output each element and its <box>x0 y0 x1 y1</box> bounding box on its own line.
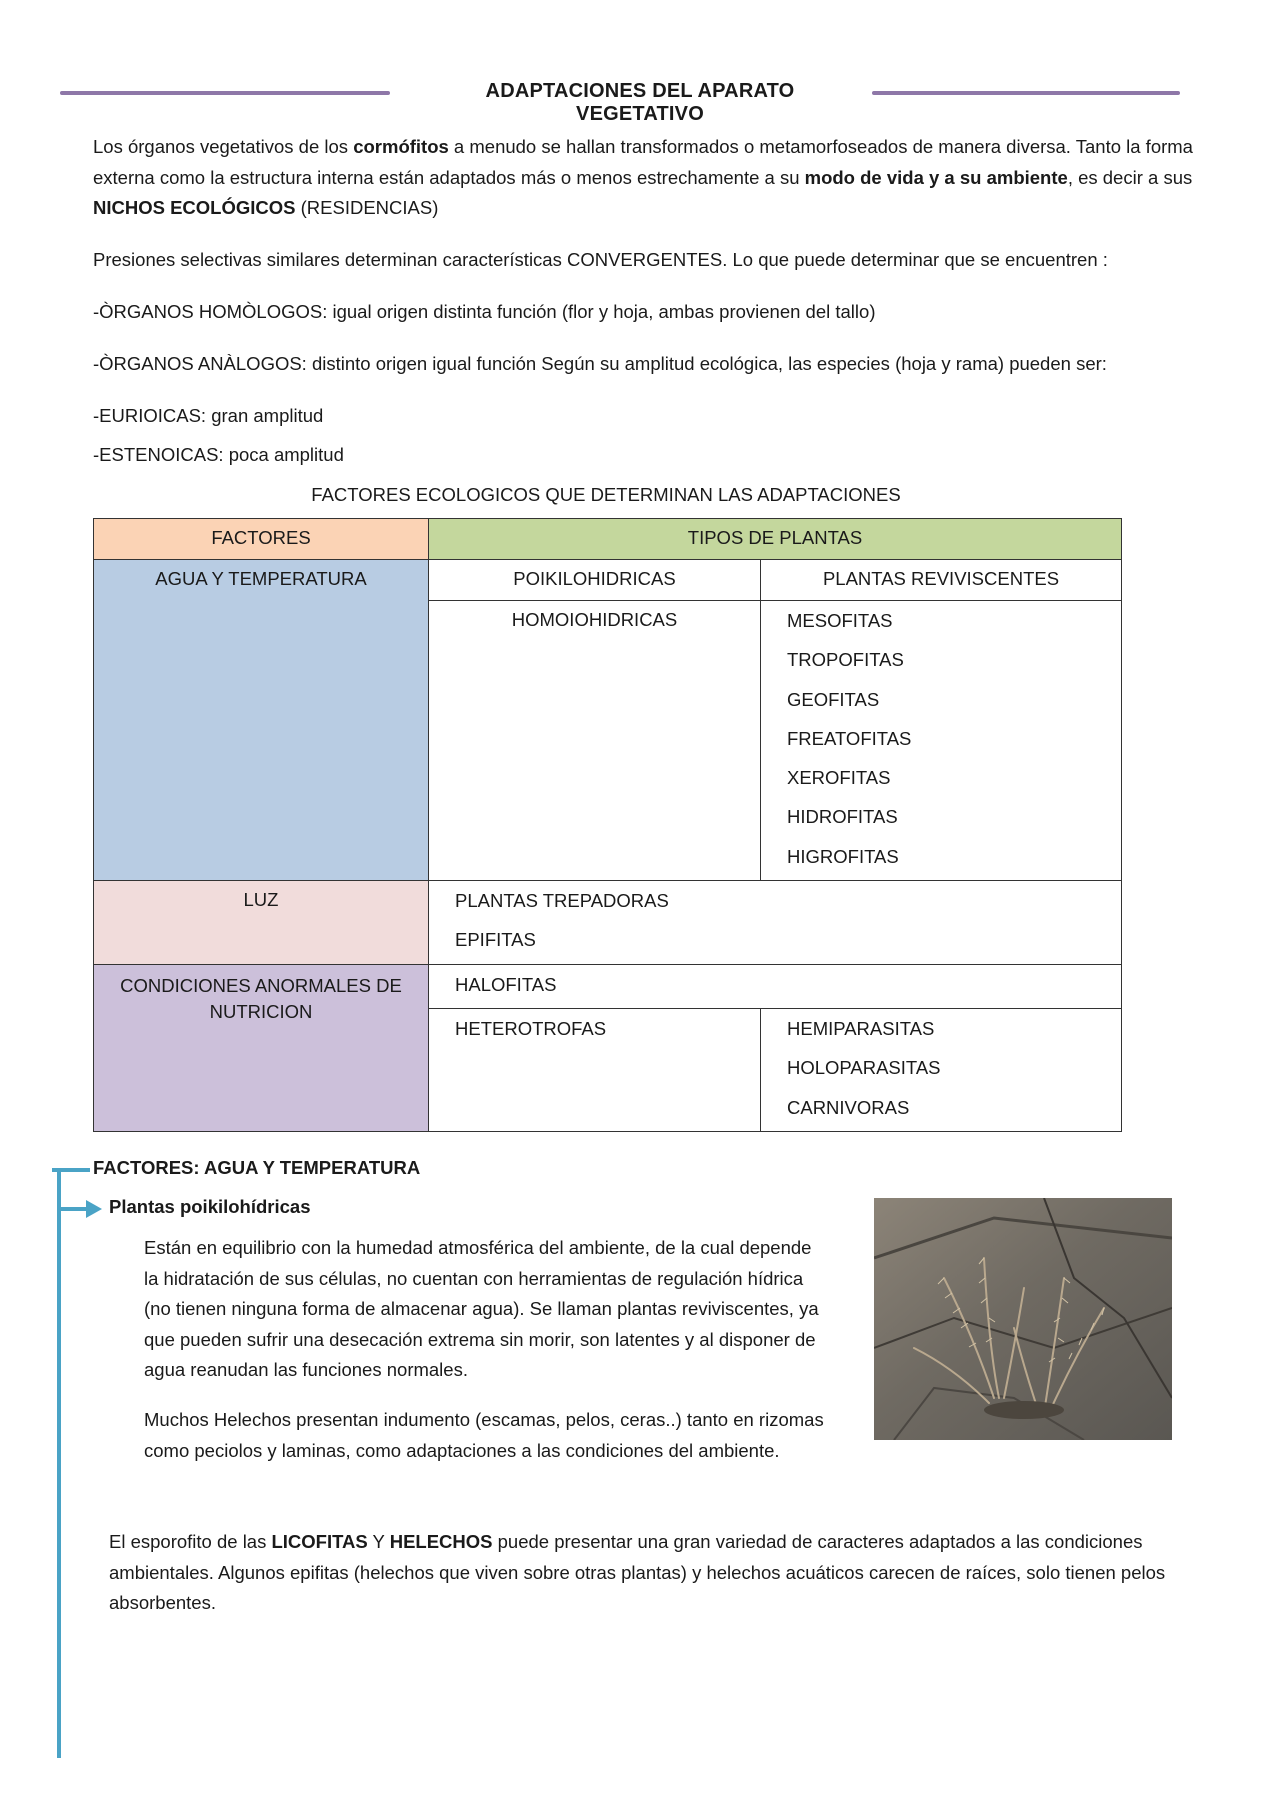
page-title: ADAPTACIONES DEL APARATO VEGETATIVO <box>485 80 795 125</box>
list-item: HIDROFITAS <box>787 806 898 828</box>
estenoicas-line: -ESTENOICAS: poca amplitud <box>93 444 344 465</box>
fern-photo-image <box>874 1198 1172 1440</box>
cell-heterotrofas <box>429 1008 761 1131</box>
section-heading: FACTORES: AGUA Y TEMPERATURA <box>93 1157 421 1178</box>
intro-paragraph: Los órganos vegetativos de los cormófitos a menudo se hallan transformados o metamorfoseados de manera diversa. Tanto la forma externa como la estructura interna están adaptados más o menos estrechamente a su modo de vida y a su ambiente, es decir a sus NICHOS ECOLÓGICOS (RESIDENCIAS) <box>93 136 1193 218</box>
header-factores: FACTORES <box>94 519 429 560</box>
presiones-paragraph: Presiones selectivas similares determinan características CONVERGENTES. Lo que puede determinar que se encuentren : <box>93 249 1108 270</box>
homoio-list <box>761 601 1122 881</box>
title-rule-right <box>872 91 1180 95</box>
helechos-paragraph: Muchos Helechos presentan indumento (escamas, pelos, ceras..) tanto en rizomas como peciolos y laminas, como adaptaciones a las condiciones del ambiente. <box>144 1409 824 1461</box>
list-item: FREATOFITAS <box>787 727 912 749</box>
list-item: MESOFITAS <box>787 610 893 631</box>
list-item: CARNIVORAS <box>787 1096 910 1118</box>
factor-luz: LUZ <box>94 881 429 965</box>
luz-list <box>429 881 1122 965</box>
title-row <box>60 78 1180 125</box>
list-item: TROPOFITAS <box>787 649 904 671</box>
subsection-heading: Plantas poikilohídricas <box>109 1196 311 1217</box>
analogos-line: -ÒRGANOS ANÀLOGOS: distinto origen igual función Según su amplitud ecológica, las especies (hoja y rama) pueden ser: <box>93 353 1107 374</box>
factor-nutricion: CONDICIONES ANORMALES DE NUTRICION <box>94 964 429 1131</box>
cell-homoiohidricas: HOMOIOHIDRICAS <box>429 601 761 881</box>
factor-agua: AGUA Y TEMPERATURA <box>94 560 429 881</box>
bracket-line <box>57 1168 61 1758</box>
list-item: HIGROFITAS <box>787 845 899 867</box>
poikilo-paragraph: Están en equilibrio con la humedad atmosférica del ambiente, de la cual depende la hidratación de sus células, no cuentan con herramientas de regulación hídrica (no tienen ninguna forma de almacenar agua). Se llaman plantas reviviscentes, ya que pueden sufrir una desecación extrema sin morir, son latentes y al disponer de agua reanudan las funciones normales. <box>144 1237 819 1380</box>
list-item: EPIFITAS <box>455 929 536 951</box>
table-caption: FACTORES ECOLOGICOS QUE DETERMINAN LAS ADAPTACIONES <box>311 484 901 505</box>
list-item: PLANTAS TREPADORAS <box>455 890 669 912</box>
header-tipos: TIPOS DE PLANTAS <box>429 519 1122 560</box>
list-item: HETEROTROFAS <box>455 1017 607 1039</box>
cell-halofitas <box>429 964 1122 1008</box>
list-item: HOLOPARASITAS <box>787 1057 941 1079</box>
cell-poikilohidricas: POIKILOHIDRICAS <box>429 560 761 601</box>
fern-photo <box>874 1198 1172 1440</box>
list-item: HALOFITAS <box>455 973 557 995</box>
title-rule-left <box>60 91 390 95</box>
arrow-right-icon <box>59 1207 89 1211</box>
list-item: XEROFITAS <box>787 767 891 789</box>
bracket-top <box>52 1168 90 1172</box>
list-item: GEOFITAS <box>787 688 880 710</box>
list-item: HEMIPARASITAS <box>787 1017 935 1039</box>
factors-table <box>93 518 1122 1132</box>
homologos-line: -ÒRGANOS HOMÒLOGOS: igual origen distinta función (flor y hoja, ambas provienen del tallo) <box>93 301 876 322</box>
hetero-list <box>761 1008 1122 1131</box>
esporofito-paragraph: El esporofito de las LICOFITAS Y HELECHOS puede presentar una gran variedad de caracteres adaptados a las condiciones ambientales. Algunos epifitas (helechos que viven sobre otras plantas) y helechos acuáticos carecen de raíces, solo tienen pelos absorbentes. <box>109 1531 1166 1613</box>
cell-reviviscentes: PLANTAS REVIVISCENTES <box>761 560 1122 601</box>
eurioicas-line: -EURIOICAS: gran amplitud <box>93 405 324 426</box>
arrow-head-icon <box>86 1200 102 1218</box>
